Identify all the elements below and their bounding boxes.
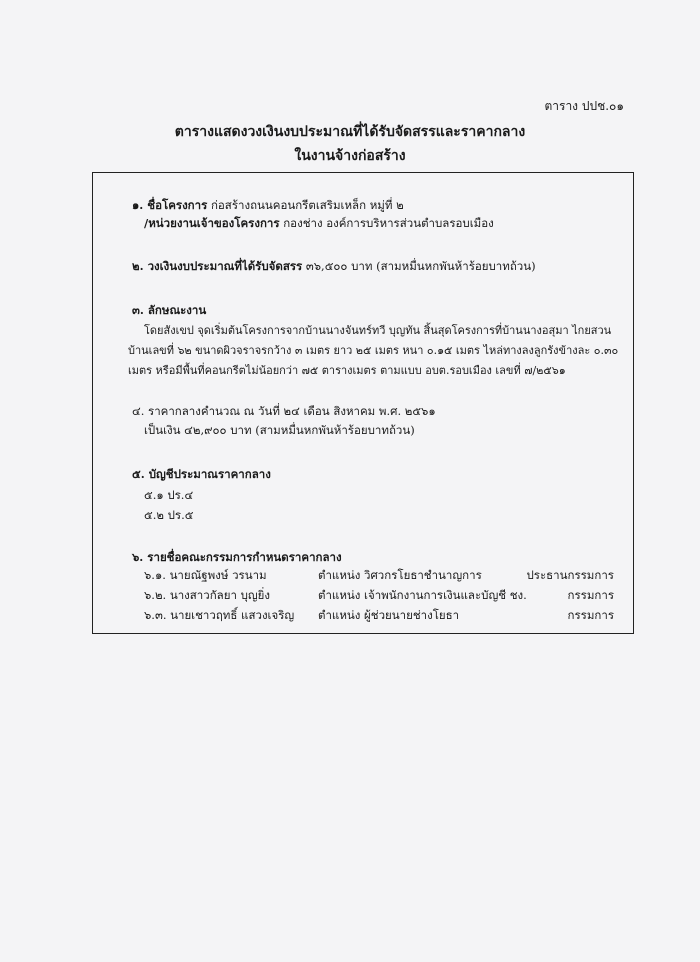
section6-label: ๖. รายชื่อคณะกรรมการกำหนดราคากลาง	[132, 550, 342, 564]
section2-row	[132, 258, 536, 276]
agency-label: /หน่วยงานเจ้าของโครงการ	[144, 216, 280, 230]
section1-value: ก่อสร้างถนนคอนกรีตเสริมเหล็ก หมู่ที่ ๒	[210, 198, 404, 212]
member-name: ๖.๓. นายเชาวฤทธิ์ แสวงเจริญ	[144, 608, 295, 622]
member-role: กรรมการ	[567, 588, 614, 602]
section3-line2: บ้านเลขที่ ๖๒ ขนาดผิวจราจรกว้าง ๓ เมตร ยาว ๒๕ เมตร หนา ๐.๑๕ เมตร ไหล่ทางลงลูกรังข้างละ ๐.๓๐	[128, 344, 619, 357]
section1-row	[132, 197, 404, 215]
agency-value: กองช่าง องค์การบริหารส่วนตำบลรอบเมือง	[283, 216, 494, 230]
member-role: ประธานกรรมการ	[526, 568, 614, 582]
document-title: ตารางแสดงวงเงินงบประมาณที่ได้รับจัดสรรและราคากลาง	[174, 124, 526, 140]
section5-item: ๕.๑ ปร.๔	[144, 488, 194, 502]
member-name: ๖.๒. นางสาวกัลยา บุญยิ่ง	[144, 588, 271, 602]
section3-line1: โดยสังเขป จุดเริ่มต้นโครงการจากบ้านนางจันทร์ทวี บุญทัน สิ้นสุดโครงการที่บ้านนางอสุมา ไกยสวน	[144, 324, 612, 337]
section1-label: ๑. ชื่อโครงการ	[132, 198, 208, 212]
section2-label: ๒. วงเงินงบประมาณที่ได้รับจัดสรร	[132, 259, 303, 273]
member-position: ตำแหน่ง วิศวกรโยธาชำนาญการ	[318, 568, 482, 582]
member-role: กรรมการ	[567, 608, 614, 622]
section3-label: ๓. ลักษณะงาน	[132, 303, 207, 317]
section4-label: ๔. ราคากลางคำนวณ ณ วันที่ ๒๔ เดือน สิงหาคม พ.ศ. ๒๕๖๑	[132, 404, 436, 418]
section5-item: ๕.๒ ปร.๕	[144, 508, 194, 522]
member-position: ตำแหน่ง ผู้ช่วยนายช่างโยธา	[318, 608, 460, 622]
section4-value: เป็นเงิน ๔๒,๙๐๐ บาท (สามหมื่นหกพันห้าร้อยบาทถ้วน)	[144, 423, 415, 437]
member-position: ตำแหน่ง เจ้าพนักงานการเงินและบัญชี ชง.	[318, 588, 527, 602]
form-code: ตาราง ปปช.๐๑	[544, 99, 624, 113]
section5-label: ๕. บัญชีประมาณราคากลาง	[132, 467, 271, 481]
document-subtitle: ในงานจ้างก่อสร้าง	[294, 148, 406, 164]
section1-agency-row	[144, 215, 494, 233]
member-name: ๖.๑. นายณัฐพงษ์ วรนาม	[144, 568, 267, 582]
section3-line3: เมตร หรือมีพื้นที่คอนกรีตไม่น้อยกว่า ๗๕ ตารางเมตร ตามแบบ อบต.รอบเมือง เลขที่ ๗/๒๕๖๑	[128, 364, 566, 377]
section2-value: ๓๖,๕๐๐ บาท (สามหมื่นหกพันห้าร้อยบาทถ้วน)	[305, 259, 536, 273]
